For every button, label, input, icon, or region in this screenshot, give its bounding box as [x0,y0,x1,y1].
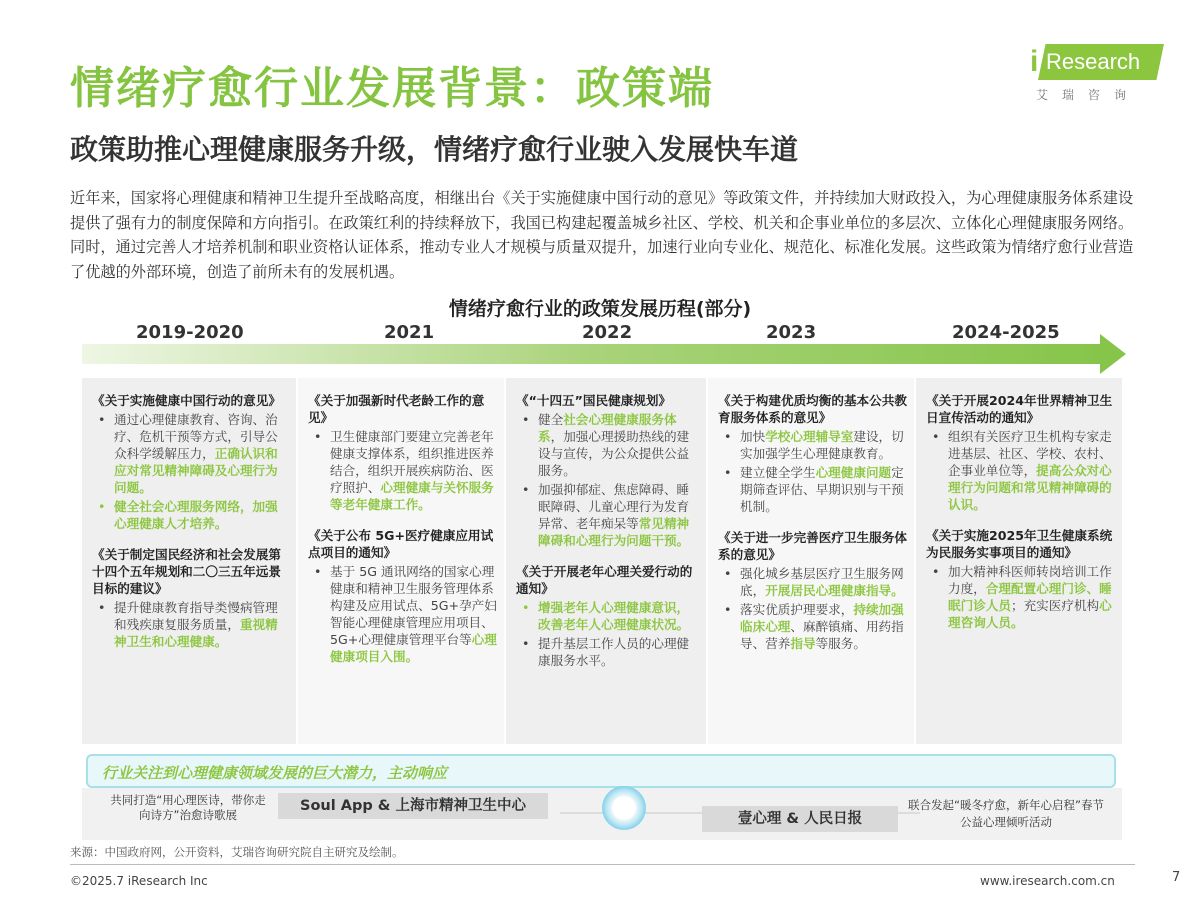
industry-partner-tag: Soul App & 上海市精神卫生中心 [278,793,548,819]
highlight-text: 学校心理辅导室 [765,429,854,444]
highlight-text: 社会心理健康服务体系 [538,412,677,444]
policy-name: 《“十四五”国民健康规划》 [516,393,672,408]
copyright: ©2025.7 iResearch Inc [70,874,208,888]
year-label: 2024-2025 [952,322,1060,343]
policy-column [916,378,1122,744]
policy-bullet [516,599,700,633]
bullet-text: 定期筛查评估、早期识别与干预机制。 [740,465,904,514]
policy-bullet [516,481,700,549]
policy-bullet [308,563,498,665]
logo-i: i [1030,45,1039,78]
highlight-text: 指导 [790,636,816,651]
bullet-text: 提升基层工作人员的心理健康服务水平。 [538,636,690,668]
bullet-text: 加快 [740,429,766,444]
bullet-text: 建设，切实加强学生心理健康教育。 [740,429,904,461]
timeline-title: 情绪疗愈行业的政策发展历程(部分) [448,298,752,320]
industry-left-note: 共同打造“用心理医诗，带你走向诗方”治愈诗歌展 [110,793,266,822]
bullet-text: 强化城乡基层医疗卫生服务网底， [740,566,904,598]
policy-bullet [516,411,700,479]
highlight-text: 合理配置心理门诊、睡眠门诊人员 [948,581,1112,613]
highlight-text: 持续加强临床心理 [740,602,904,634]
industry-partner-tag: 壹心理 & 人民日报 [702,806,898,832]
highlight-text: 常见精神障碍和心理行为问题干预。 [538,516,690,548]
policy-name: 《关于开展老年心理关爱行动的通知》 [516,564,693,596]
policy-bullet [718,428,908,462]
year-label: 2023 [766,322,817,343]
page-number: 7 [1172,870,1181,885]
timeline-arrow-bar [82,344,1102,364]
timeline-years [82,322,1122,346]
website-link[interactable]: www.iresearch.com.cn [980,874,1115,888]
policy-bullet [718,464,908,515]
policy-name: 《关于实施健康中国行动的意见》 [92,393,281,408]
industry-response-banner [86,754,1116,788]
bullet-text: 加大精神科医师转岗培训工作力度， [948,564,1112,596]
policy-bullet [308,428,498,513]
highlight-text: 心理健康与关怀服务等老年健康工作。 [330,480,494,512]
policy-name: 《关于构建优质均衡的基本公共教育服务体系的意见》 [718,393,907,425]
policy-name: 《关于进一步完善医疗卫生服务体系的意见》 [718,530,907,562]
policy-bullet [92,498,290,532]
policy-bullet [926,428,1116,513]
highlight-text: 重视精神卫生和心理健康。 [114,617,278,649]
highlight-text: 心理咨询人员。 [948,598,1112,630]
highlight-text: 增强老年人心理健康意识，改善老年人心理健康状况。 [538,600,690,632]
policy-column [506,378,706,744]
year-label: 2021 [384,322,435,343]
intro-paragraph: 近年来，国家将心理健康和精神卫生提升至战略高度，相继出台《关于实施健康中国行动的意见》等政策文件，并持续加大财政投入，为心理健康服务体系建设提供了强有力的制度保障和方向指引。在政策红利的持续释放下，我国已构建起覆盖城乡社区、学校、机关和企事业单位的多层次、立体化心理健康服务网络。同时，通过完善人才培养机制和职业资格认证体系，推动专业人才规模与质量双提升，加速行业向专业化、规范化、标准化发展。这些政策为情绪疗愈行业营造了优越的外部环境，创造了前所未有的发展机遇。 [70,189,1134,281]
policy-name: 《关于开展2024年世界精神卫生日宣传活动的通知》 [926,393,1113,425]
policy-name: 《关于实施2025年卫生健康系统为民服务实事项目的通知》 [926,528,1113,560]
bullet-text: 卫生健康部门要建立完善老年健康支撑体系，组织推进医养结合，组织开展疾病防治、医疗照护、 [330,429,494,495]
policy-name: 《关于加强新时代老龄工作的意见》 [308,393,485,425]
policy-column [708,378,914,744]
policy-bullet [718,601,908,652]
year-label: 2022 [582,322,633,343]
footer-divider [70,864,1135,865]
policy-bullet [92,599,290,650]
policy-bullet [516,635,700,669]
bullet-text: 、麻醉镇痛、用药指导、营养 [740,619,904,651]
highlight-text: 心理健康项目入围。 [330,632,497,664]
highlight-text: 健全社会心理服务网络，加强心理健康人才培养。 [114,499,278,531]
policy-bullet [926,563,1116,631]
policy-name: 《关于公布 5G+医疗健康应用试点项目的通知》 [308,528,494,560]
page-subtitle: 政策助推心理健康服务升级，情绪疗愈行业驶入发展快车道 [70,133,799,166]
page-title: 情绪疗愈行业发展背景：政策端 [70,63,714,114]
bullet-text: 等服务。 [815,636,866,651]
bullet-text: 健全 [538,412,564,427]
bullet-text: 组织有关医疗卫生机构专家走进基层、社区、学校、农村、企事业单位等， [948,429,1112,478]
policy-name: 《关于制定国民经济和社会发展第十四个五年规划和二〇三五年远景目标的建议》 [92,547,281,596]
timeline-arrow-head-icon [1100,334,1126,374]
year-label: 2019-2020 [136,322,244,343]
logo-chinese: 艾瑞咨询 [1036,88,1141,102]
bullet-text: 建立健全学生 [740,465,816,480]
policy-column [298,378,504,744]
bullet-text: 加强抑郁症、焦虑障碍、睡眠障碍、儿童心理行为发育异常、老年痴呆等 [538,482,690,531]
policy-column [82,378,296,744]
bullet-text: 提升健康教育指导类慢病管理和残疾康复服务质量， [114,600,278,632]
iresearch-logo [1030,44,1162,80]
logo-text: Research [1046,49,1141,74]
industry-right-note: 联合发起“暖冬疗愈，新年心启程”春节公益心理倾听活动 [908,798,1104,829]
bullet-text: 落实优质护理要求， [740,602,854,617]
policy-bullet [92,411,290,496]
policy-bullet [718,565,908,599]
highlight-text: 心理健康问题 [815,465,892,480]
highlight-text: 正确认识和应对常见精神障碍及心理行为问题。 [114,446,278,495]
highlight-text: 开展居民心理健康指导。 [765,583,904,598]
highlight-text: 提高公众对心理行为问题和常见精神障碍的认识。 [948,463,1112,512]
hub-ring-icon [612,796,636,820]
source-note: 来源：中国政府网，公开资料，艾瑞咨询研究院自主研究及绘制。 [70,845,404,859]
bullet-text: ；充实医疗机构 [1010,598,1100,613]
bullet-text: 通过心理健康教育、咨询、治疗、危机干预等方式，引导公众科学缓解压力， [114,412,278,461]
bullet-text: ，加强心理援助热线的建设与宣传，为公众提供公益服务。 [538,429,690,478]
bullet-text: 基于 5G 通讯网络的国家心理健康和精神卫生服务管理体系构建及应用试点、5G+孕产妇智能心理健康管理应用项目、5G+心理健康管理平台等 [330,564,497,647]
industry-response-label: 行业关注到心理健康领域发展的巨大潜力，主动响应 [102,764,448,782]
